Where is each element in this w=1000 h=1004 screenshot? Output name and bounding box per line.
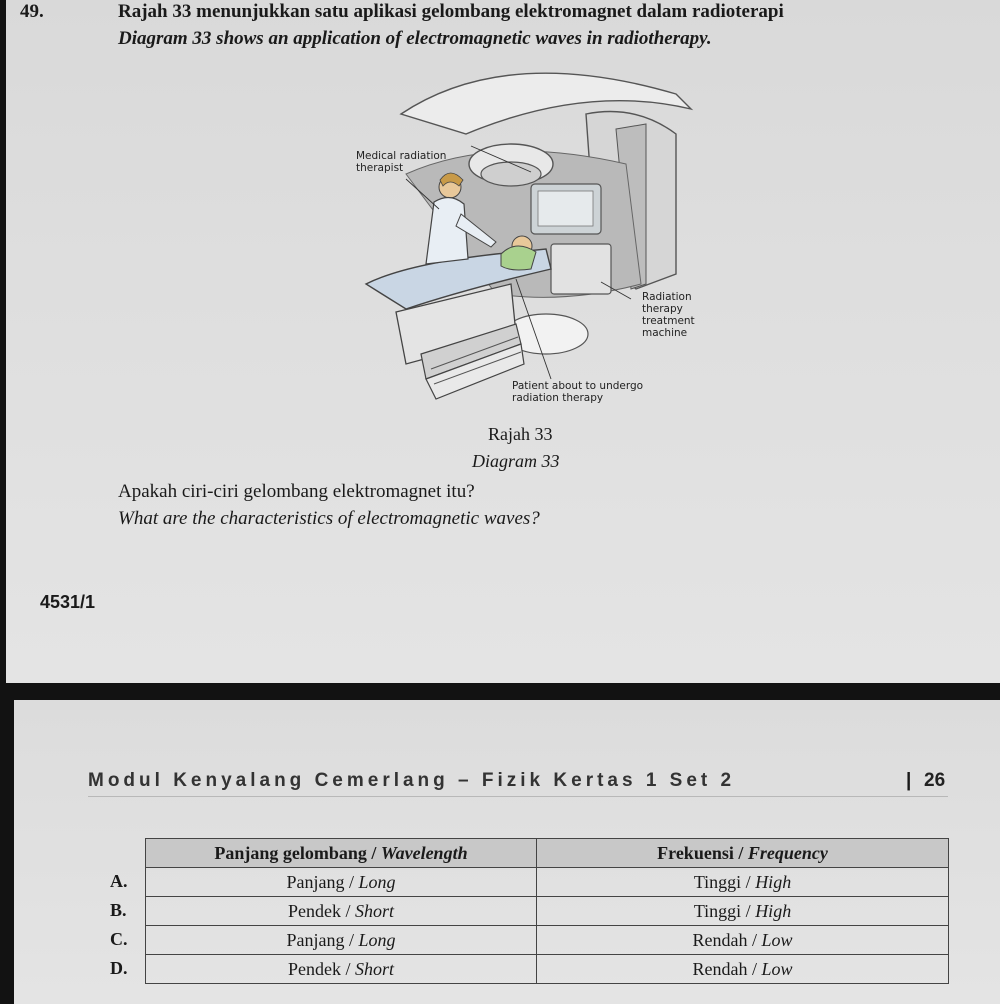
label-machine-line: machine [642, 327, 688, 339]
footer-divider [88, 796, 948, 797]
frequency-english: High [755, 871, 792, 892]
caption-malay: Rajah 33 [488, 424, 553, 444]
exam-page-upper [6, 0, 1000, 683]
radiotherapy-illustration [346, 54, 716, 419]
frequency-english: Low [761, 958, 793, 979]
label-machine [642, 291, 695, 339]
option-row-c[interactable] [146, 926, 949, 955]
cell-frequency [537, 955, 949, 984]
question-number: 49. [20, 1, 44, 22]
option-row-d[interactable] [146, 955, 949, 984]
module-footer-title: Modul Kenyalang Cemerlang – Fizik Kertas 1 Set 2 [88, 770, 736, 791]
wavelength-english: Long [358, 929, 396, 950]
wavelength-malay: Pendek / [287, 958, 355, 979]
cell-frequency [537, 926, 949, 955]
wavelength-malay: Panjang / [286, 871, 359, 892]
paper-code: 4531/1 [40, 592, 96, 612]
frequency-english: High [755, 900, 792, 921]
label-patient-line: radiation therapy [512, 392, 604, 404]
wavelength-english: Long [358, 871, 396, 892]
header-wavelength-english: Wavelength [380, 842, 468, 863]
header-frequency [537, 839, 949, 868]
prompt-english: What are the characteristics of electromagnetic waves? [118, 508, 540, 529]
header-frequency-malay: Frekuensi / [657, 842, 748, 863]
frequency-english: Low [761, 929, 793, 950]
cell-wavelength [146, 955, 537, 984]
option-letter-c[interactable]: C. [110, 929, 128, 949]
option-letter-d[interactable]: D. [110, 958, 128, 978]
option-row-a[interactable] [146, 868, 949, 897]
table-header-row [146, 839, 949, 868]
cell-wavelength [146, 926, 537, 955]
page-number: 26 [924, 770, 946, 791]
wavelength-english: Short [354, 958, 394, 979]
option-row-b[interactable] [146, 897, 949, 926]
label-machine-line: Radiation [642, 291, 692, 303]
header-wavelength [146, 839, 537, 868]
label-machine-line: treatment [642, 315, 695, 327]
label-machine-line: therapy [642, 303, 683, 315]
header-wavelength-malay: Panjang gelombang / [214, 842, 381, 863]
question-text-malay: Rajah 33 menunjukkan satu aplikasi gelombang elektromagnet dalam radioterapi [118, 1, 784, 22]
frequency-malay: Rendah / [692, 929, 762, 950]
cell-wavelength [146, 868, 537, 897]
radiotherapy-diagram [346, 54, 716, 419]
label-patient-line: Patient about to undergo [512, 380, 644, 392]
label-patient [512, 380, 643, 404]
frequency-malay: Tinggi / [693, 871, 756, 892]
question-text-english: Diagram 33 shows an application of electromagnetic waves in radiotherapy. [118, 28, 712, 49]
answer-options-table [145, 838, 949, 984]
wavelength-malay: Pendek / [287, 900, 355, 921]
label-therapist-line: therapist [356, 162, 404, 174]
option-letter-b[interactable]: B. [110, 900, 127, 920]
cell-frequency [537, 868, 949, 897]
caption-english: Diagram 33 [472, 451, 560, 471]
wavelength-malay: Panjang / [286, 929, 359, 950]
cell-frequency [537, 897, 949, 926]
wavelength-english: Short [354, 900, 394, 921]
prompt-malay: Apakah ciri-ciri gelombang elektromagnet itu? [118, 481, 475, 502]
header-frequency-english: Frequency [747, 842, 828, 863]
frequency-malay: Tinggi / [693, 900, 756, 921]
option-letter-a[interactable]: A. [110, 871, 128, 891]
label-therapist-line: Medical radiation [356, 150, 447, 162]
cell-wavelength [146, 897, 537, 926]
footer-separator: | [906, 770, 912, 791]
label-therapist [356, 150, 446, 174]
frequency-malay: Rendah / [692, 958, 762, 979]
